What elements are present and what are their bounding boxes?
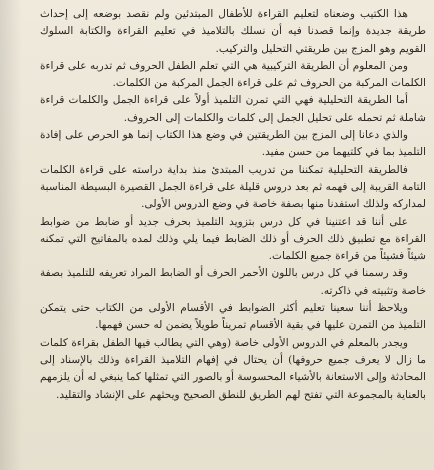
paragraph-9: ويجدر بالمعلم في الدروس الأولى خاصة (وهي التي يطالب فيها الطفل بقراءة كلمات ما زال لا يعرف جميع حروفها) أن يحتال في إفهام التلاميذ القراءة وذلك بالإسناد إلى المحادثة وإلى الاستعانة بالأشياء المحسوسة أو بالصور التي تمثلها كما ينبغي له أن يلزمهم بالعناية بالمجموعة التي تفتح لهم الطريق للنطق الصحيح ويحثهم على الإنشاد والتقليد.: [40, 336, 426, 401]
page-fold-shadow: [0, 0, 22, 470]
paragraph-4: والذي دعانا إلى المزج بين الطريقتين في وضع هذا الكتاب إنما هو الحرص على إفادة التلميذ بما في كلتيهما من حسن مفيد.: [40, 129, 426, 159]
paragraph-3: أما الطريقة التحليلية فهي التي تمرن التلميذ أولاً على قراءة الجمل والكلمات قراءة شاملة ثم تحمله على تحليل الجمل إلى كلمات والكلمات إلى الحروف.: [40, 94, 426, 124]
paragraph-6: على أننا قد اعتنينا في كل درس بتزويد التلميذ بحرف جديد أو ضابط من ضوابط القراءة مع تطبيق ذلك الحرف أو ذلك الضابط فيما يلي وذلك لمده بالمفاتيح التي تمكنه شيئاً فشيئاً من قراءة جميع الكلمات.: [40, 215, 426, 263]
body-text: [40, 6, 426, 404]
paragraph-5: فالطريقة التحليلية تمكننا من تدريب المبتدئ منذ بداية دراسته على قراءة الكلمات التامة القريبة إلى فهمه ثم بعد دروس قليلة على قراءة الجمل القصيرة البسيطة المناسبة لمداركه ولذلك استفدنا منها بصفة خاصة في وضع الدروس الأولى.: [40, 163, 426, 211]
paragraph-7: وقد رسمنا في كل درس باللون الأحمر الحرف أو الضابط المراد تعريفه للتلميذ بصفة خاصة وتثبيته في ذاكرته.: [40, 267, 426, 297]
paragraph-8: ويلاحظ أننا سعينا تعليم أكثر الضوابط في الأقسام الأولى من الكتاب حتى يتمكن التلميذ من التمرن عليها في بقية الأقسام تمريناً طويلاً يضمن له حسن فهمها.: [40, 302, 426, 332]
paragraph-1: هذا الكتيب وضعناه لتعليم القراءة للأطفال المبتدئين ولم نقصد بوضعه إلى إحداث طريقة جديدة وإنما قصدنا فيه أن نسلك بالتلاميذ في تعليم القراءة والكتابة السلوك القويم وهو المزج بين طريقتي التحليل والتركيب.: [40, 8, 426, 55]
paragraph-2: ومن المعلوم أن الطريقة التركيبية هي التي تعلم الطفل الحروف ثم تدربه على قراءة الكلمات المركبة من الحروف ثم على قراءة الجمل المركبة من الكلمات.: [40, 59, 426, 90]
